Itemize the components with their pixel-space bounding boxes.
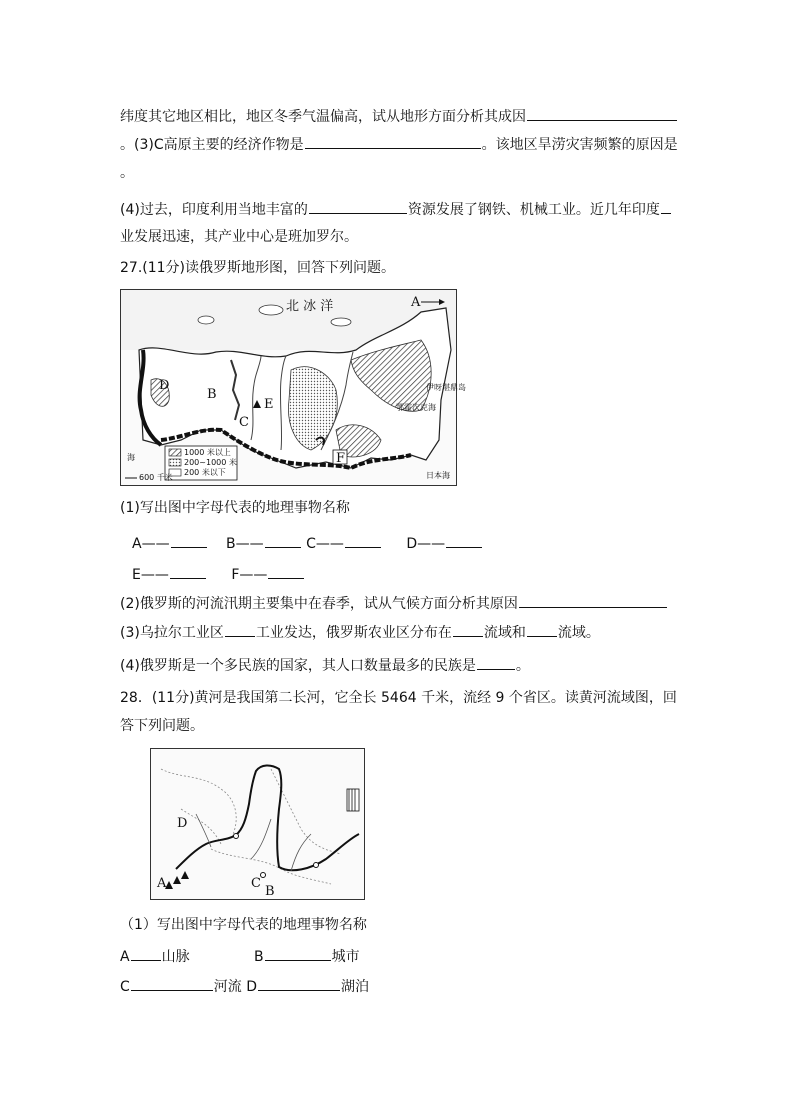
label-d: D (246, 979, 258, 995)
answer-blank[interactable] (453, 622, 483, 637)
q27-sub1-text: (1)写出图中字母代表的地理事物名称 (120, 500, 350, 516)
answer-blank[interactable] (477, 655, 515, 670)
city-marker (234, 834, 239, 839)
map-letter-d: D (177, 816, 188, 831)
sea-label-japan: 日本海 (426, 471, 450, 480)
tributary (196, 814, 211, 847)
tributary (291, 834, 311, 871)
q27-sub3-text-c: 流域和 (483, 625, 526, 641)
legend-label-mid: 200~1000 米 (184, 458, 237, 467)
q28-lineA (120, 946, 360, 967)
q26-line5 (120, 227, 358, 247)
russia-terrain-map (120, 289, 466, 486)
label-a: A (120, 949, 130, 965)
map-letter-a: A (157, 876, 167, 891)
q28-sub1 (120, 915, 367, 935)
map-letter-c: C (239, 415, 249, 430)
answer-blank-c[interactable] (345, 533, 381, 548)
sea-label-okhotsk: 鄂霍次克海 (396, 403, 436, 412)
q28-title2-text: 答下列问题。 (120, 718, 204, 734)
label-c: C—— (306, 536, 344, 552)
q26-line4 (120, 199, 672, 220)
q26-line3 (120, 163, 134, 183)
tributary (251, 819, 271, 859)
q27-sub3-text-a: (3)乌拉尔工业区 (120, 625, 224, 641)
island-label: 伊呀堪鼎岛 (426, 383, 466, 392)
legend-label-low: 200 米以下 (184, 468, 226, 477)
legend-label-high: 1000 米以上 (184, 448, 231, 457)
province-border (161, 769, 236, 839)
answer-blank-e[interactable] (170, 564, 206, 579)
suffix-a: 山脉 (161, 949, 190, 965)
label-f: F—— (231, 567, 268, 583)
island (198, 316, 214, 324)
q28-sub1-text: （1）写出图中字母代表的地理事物名称 (120, 917, 367, 933)
q26-line4-text-b: 资源发展了钢铁、机械工业。近几年印度 (407, 202, 660, 218)
q26-line2-text-b: 。该地区旱涝灾害频繁的原因是 (481, 137, 678, 153)
yellow-river-map (150, 748, 365, 900)
label-b: B—— (226, 536, 264, 552)
q26-line4-text-a: (4)过去，印度利用当地丰富的 (120, 202, 308, 218)
q27-sub4 (120, 655, 530, 676)
q27-sub4-text-b: 。 (515, 658, 530, 674)
yellow-river (176, 765, 359, 870)
answer-blank[interactable] (527, 622, 557, 637)
sea-label-west: 海 (127, 453, 135, 462)
answer-blank[interactable] (527, 106, 677, 121)
label-d: D—— (406, 536, 446, 552)
label-b: B (254, 949, 264, 965)
q27-sub3-text-d: 流域。 (557, 625, 600, 641)
q27-title (120, 258, 395, 278)
answer-blank-a[interactable] (131, 946, 161, 961)
q26-line1-text: 纬度其它地区相比，地区冬季气温偏高，试从地形方面分析其成因 (120, 109, 526, 125)
answer-blank-a[interactable] (171, 533, 207, 548)
suffix-d: 湖泊 (341, 979, 370, 995)
answer-blank[interactable] (661, 199, 671, 214)
answer-blank-d[interactable] (446, 533, 482, 548)
q26-line2-text-a: 。(3)C高原主要的经济作物是 (120, 137, 304, 153)
q27-row1 (132, 533, 483, 554)
suffix-b: 城市 (331, 949, 360, 965)
ocean-label: 北 冰 洋 (286, 299, 334, 314)
q27-title-text: 27.(11分)读俄罗斯地形图，回答下列问题。 (120, 260, 396, 276)
label-a: A—— (132, 536, 170, 552)
q28-title2 (120, 716, 204, 736)
q26-line3-text: 。 (120, 165, 134, 181)
answer-blank-b[interactable] (265, 533, 301, 548)
q27-sub3 (120, 622, 600, 643)
answer-blank[interactable] (309, 199, 407, 214)
q26-line5-text: 业发展迅速，其产业中心是班加罗尔。 (120, 229, 358, 245)
scale-label: 600 千米 (139, 473, 173, 482)
q27-sub1 (120, 498, 350, 518)
q28-lineC (120, 976, 369, 997)
q27-sub2-text: (2)俄罗斯的河流汛期主要集中在春季，试从气候方面分析其原因 (120, 596, 518, 612)
map-letter-f: F (336, 451, 346, 466)
island (331, 318, 351, 326)
city-marker (261, 873, 266, 878)
map-letter-b: B (207, 387, 217, 402)
label-c: C (120, 979, 130, 995)
q27-sub4-text-a: (4)俄罗斯是一个多民族的国家，其人口数量最多的民族是 (120, 658, 476, 674)
q27-sub2 (120, 593, 668, 614)
legend-swatch-mid (169, 459, 181, 466)
map-letter-a: A (411, 295, 421, 310)
answer-blank-b[interactable] (265, 946, 331, 961)
answer-blank[interactable] (225, 622, 255, 637)
mountain-icon (173, 876, 181, 884)
q26-line2 (120, 134, 678, 155)
map-letter-e: E (264, 397, 274, 412)
city-marker (314, 863, 319, 868)
answer-blank-c[interactable] (131, 976, 213, 991)
q28-title1-text: 28．(11分)黄河是我国第二长河，它全长 5464 千米，流经 9 个省区。读黄河流域图，回 (120, 690, 677, 706)
map-letter-d: D (159, 378, 170, 393)
q26-line1 (120, 106, 678, 127)
mountain-icon (181, 871, 189, 879)
map-letter-b: B (265, 884, 275, 899)
map-letter-c: C (251, 876, 261, 891)
island (259, 305, 283, 315)
label-e: E—— (132, 567, 169, 583)
yellow-river-map-svg (151, 749, 364, 899)
q27-row2 (132, 564, 305, 585)
legend-swatch-high (169, 449, 181, 456)
russia-map-svg (121, 290, 466, 485)
q27-sub3-text-b: 工业发达，俄罗斯农业区分布在 (255, 625, 452, 641)
q28-title1 (120, 688, 677, 708)
answer-blank[interactable] (519, 593, 667, 608)
answer-blank-f[interactable] (268, 564, 304, 579)
suffix-c: 河流 (213, 979, 242, 995)
answer-blank-d[interactable] (258, 976, 340, 991)
answer-blank[interactable] (305, 134, 481, 149)
